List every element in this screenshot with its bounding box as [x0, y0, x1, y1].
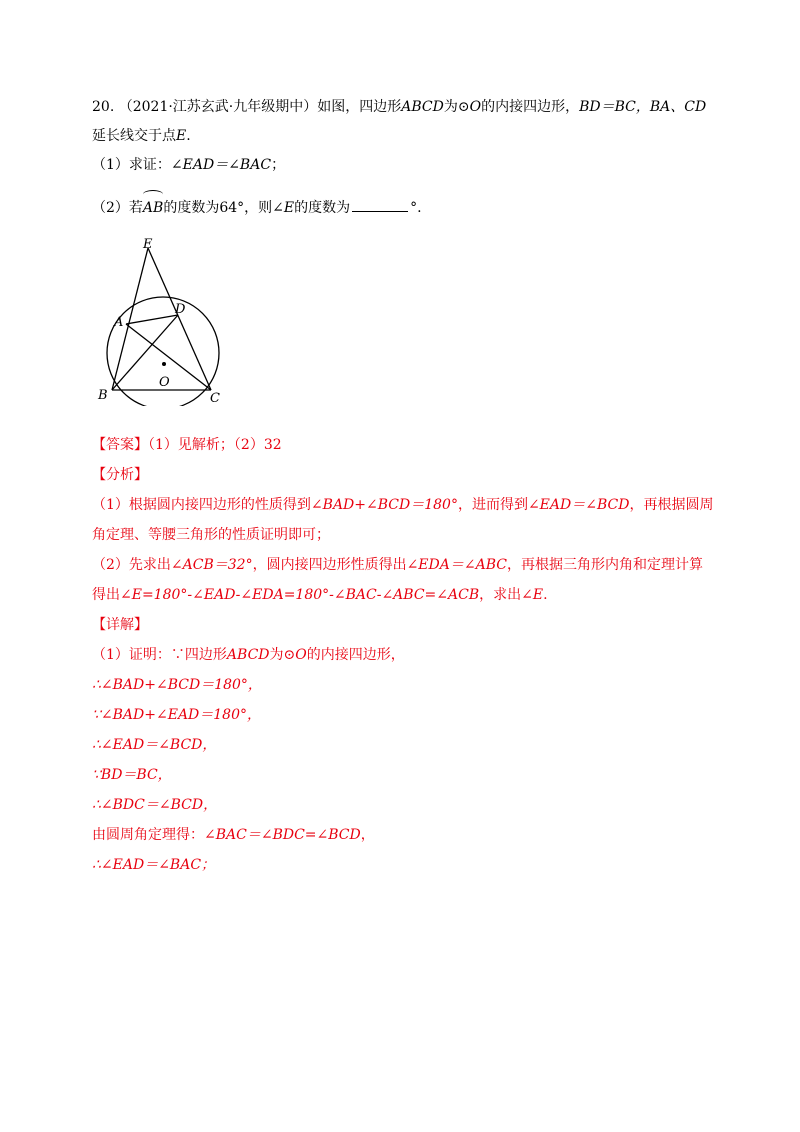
question-source: （2021·江苏玄武·九年级期中） — [118, 99, 318, 115]
analysis-line-4 — [92, 586, 548, 604]
stem-text-b: 为⊙ — [443, 99, 470, 115]
analysis-3d: ∠EDA＝∠ABC — [406, 557, 507, 573]
analysis-line-2: 角定理、等腰三角形的性质证明即可； — [92, 527, 330, 543]
label-a: A — [114, 315, 124, 330]
point-e: E — [176, 128, 187, 144]
question-part-1 — [92, 156, 285, 174]
label-o: O — [159, 375, 170, 390]
part2-end: °. — [410, 200, 422, 216]
label-d: D — [175, 302, 186, 317]
answer-text: （1）见解析；（2）32 — [148, 437, 282, 453]
detail-7b: ∠BAC＝∠BDC=∠BCD — [204, 827, 361, 843]
quad-abcd: ABCD — [401, 99, 444, 115]
detail-line-4: ∴∠EAD＝∠BCD， — [92, 737, 217, 753]
part2-mid: 的度数为64°，则∠ — [163, 200, 284, 216]
stem-text-c: 的内接四边形， — [481, 99, 580, 115]
analysis-3a: （2）先求出 — [92, 557, 171, 573]
detail-1b: ABCD — [226, 647, 270, 663]
analysis-3c: ，圆内接四边形性质得出 — [252, 557, 407, 573]
stem-period: . — [186, 128, 191, 144]
detail-1c: 为⊙ — [269, 647, 296, 663]
label-c: C — [210, 391, 220, 406]
question-line-2 — [92, 127, 191, 145]
analysis-4c: ，求出 — [479, 587, 522, 603]
arc-ab-label: AB — [142, 200, 164, 216]
detail-7c: ， — [360, 827, 375, 843]
center-dot — [162, 362, 166, 366]
geometry-figure — [92, 236, 242, 406]
analysis-1d: ∠EAD＝∠BCD — [527, 497, 630, 513]
question-part-2 — [92, 199, 422, 217]
question-line-1 — [92, 98, 706, 116]
answer-blank — [352, 199, 408, 212]
stem-text-a: 如图，四边形 — [317, 99, 402, 115]
angle-e-letter: E — [283, 200, 295, 216]
analysis-label: 【分析】 — [92, 467, 148, 483]
detail-line-3: ∵∠BAD+∠EAD＝180°， — [92, 707, 261, 723]
circle-o: O — [469, 99, 482, 115]
detail-1a: （1）证明：∵四边形 — [92, 647, 227, 663]
part1-prefix: （1）求证： — [92, 157, 171, 173]
analysis-4b: ∠E=180°-∠EAD-∠EDA=180°-∠BAC-∠ABC=∠ACB — [120, 587, 480, 603]
analysis-3e: ，再根据三角形内角和定理计算 — [506, 557, 703, 573]
bd-equals-bc: BD＝BC — [579, 99, 636, 115]
analysis-1a: （1）根据圆内接四边形的性质得到 — [92, 497, 311, 513]
detail-1d: O — [295, 647, 307, 663]
detail-1e: 的内接四边形， — [306, 647, 405, 663]
part2-prefix: （2）若 — [92, 200, 143, 216]
stem-line-2: 延长线交于点 — [92, 128, 176, 144]
detail-line-2: ∴∠BAD+∠BCD＝180°， — [92, 677, 262, 693]
detail-7a: 由圆周角定理得： — [92, 827, 204, 843]
answer-label: 【答案】 — [92, 437, 148, 453]
arc-mark — [143, 190, 163, 199]
label-b: B — [98, 388, 108, 403]
arc-ab — [143, 199, 163, 217]
analysis-1e: ，再根据圆周 — [629, 497, 714, 513]
analysis-1c: ，进而得到 — [457, 497, 528, 513]
answer-line — [92, 436, 282, 454]
ba-cd: ，BA、CD — [635, 99, 707, 115]
question-number: 20. — [92, 99, 115, 115]
analysis-1b: ∠BAD+∠BCD＝180° — [310, 497, 458, 513]
segment-a-d — [126, 315, 178, 324]
detail-line-5: ∵BD＝BC， — [92, 767, 172, 783]
part1-end: ； — [271, 157, 286, 173]
detail-line-7 — [92, 826, 375, 844]
analysis-3b: ∠ACB＝32° — [170, 557, 253, 573]
part2-after: 的度数为 — [294, 200, 351, 216]
analysis-4e: . — [543, 587, 548, 603]
analysis-4d: ∠E — [521, 587, 544, 603]
analysis-line-3 — [92, 556, 703, 574]
detail-label: 【详解】 — [92, 617, 148, 633]
label-e: E — [143, 237, 153, 252]
detail-line-6: ∴∠BDC＝∠BCD， — [92, 797, 218, 813]
analysis-line-1 — [92, 496, 713, 514]
detail-line-1 — [92, 646, 405, 664]
analysis-4a: 得出 — [92, 587, 120, 603]
part1-statement: ∠EAD＝∠BAC — [170, 157, 272, 173]
detail-line-8: ∴∠EAD＝∠BAC； — [92, 857, 216, 873]
